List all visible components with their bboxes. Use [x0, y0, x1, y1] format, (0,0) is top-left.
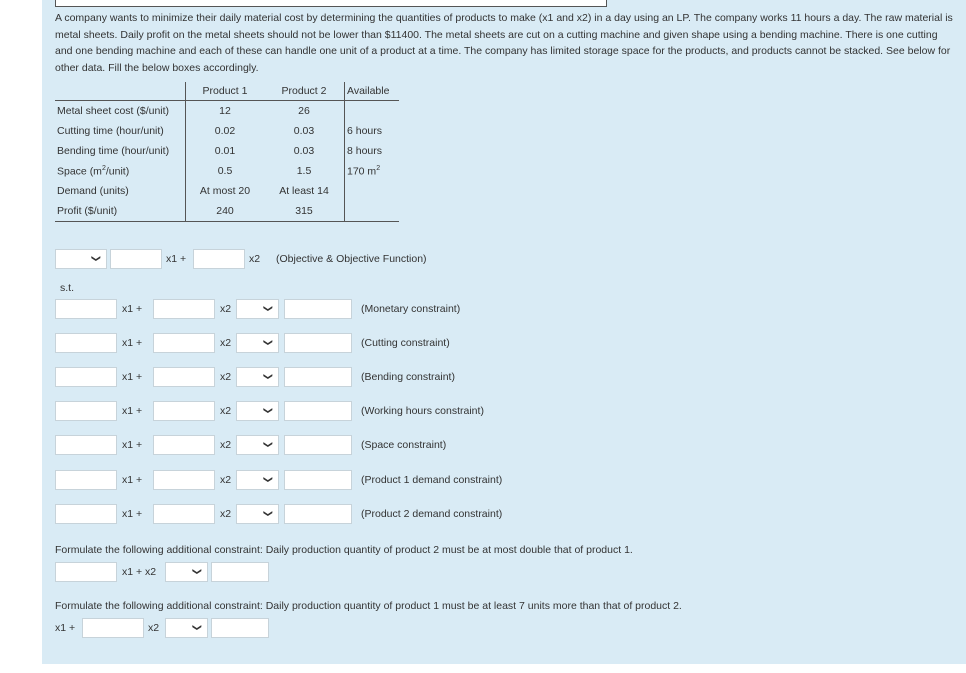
additional-constraint-2-prompt: Formulate the following additional constraint: Daily production quantity of product 1 must be at least 7 units more than that of product 2.: [55, 600, 682, 612]
chevron-down-icon: ❯: [263, 475, 274, 484]
constraint-x1-label: x1 +: [122, 337, 143, 349]
constraint-operator-select[interactable]: [236, 367, 279, 387]
constraint-x1-coefficient-input[interactable]: [55, 299, 117, 319]
constraint-x2-coefficient-input[interactable]: [153, 504, 215, 524]
constraint-rhs-input[interactable]: [284, 367, 352, 387]
constraint-description: (Product 1 demand constraint): [361, 474, 503, 486]
constraint-operator-select[interactable]: [236, 435, 279, 455]
constraint-operator-select[interactable]: [236, 299, 279, 319]
chevron-down-icon: ❯: [263, 372, 274, 381]
constraint-x2-label: x2: [220, 405, 232, 417]
chevron-down-icon: ❯: [192, 623, 203, 632]
chevron-down-icon: ❯: [192, 567, 203, 576]
objective-x2-label: x2: [249, 253, 261, 265]
row-label: [55, 161, 186, 181]
additional-2-rhs-input[interactable]: [211, 618, 269, 638]
product2-cell: 0.03: [264, 141, 345, 161]
constraint-operator-select[interactable]: [236, 470, 279, 490]
chevron-down-icon: ❯: [263, 440, 274, 449]
additional-1-rhs-input[interactable]: [211, 562, 269, 582]
additional-constraint-1-prompt: Formulate the following additional constraint: Daily production quantity of product 2 must be at most double that of product 1.: [55, 544, 633, 556]
data-table: [55, 82, 399, 222]
objective-description: (Objective & Objective Function): [276, 253, 427, 265]
constraint-x2-label: x2: [220, 508, 232, 520]
table-row: [55, 141, 399, 161]
product2-cell: 26: [264, 101, 345, 122]
table-header-row: [55, 82, 399, 101]
row-label-text: /unit): [105, 165, 130, 178]
constraint-description: (Cutting constraint): [361, 337, 450, 349]
constraint-x2-label: x2: [220, 303, 232, 315]
additional-2-x2-coefficient-input[interactable]: [82, 618, 144, 638]
previous-answer-box: [55, 0, 607, 7]
chevron-down-icon: ❯: [91, 254, 102, 263]
objective-x2-coefficient-input[interactable]: [193, 249, 245, 269]
constraint-description: (Monetary constraint): [361, 303, 461, 315]
constraint-rhs-input[interactable]: [284, 401, 352, 421]
constraint-operator-select[interactable]: [236, 333, 279, 353]
product1-cell: 240: [186, 201, 265, 222]
constraint-x2-label: x2: [220, 337, 232, 349]
additional-2-x1-label: x1 +: [55, 622, 76, 634]
row-label-text: Space (m: [57, 165, 102, 178]
constraint-x1-label: x1 +: [122, 508, 143, 520]
objective-type-select[interactable]: [55, 249, 107, 269]
constraint-rhs-input[interactable]: [284, 333, 352, 353]
constraint-x1-coefficient-input[interactable]: [55, 504, 117, 524]
product2-cell: At least 14: [264, 181, 345, 201]
table-row: [55, 101, 399, 122]
constraint-description: (Product 2 demand constraint): [361, 508, 503, 520]
problem-statement: A company wants to minimize their daily material cost by determining the quantities of products to make (x1 and x2) in a day using an LP. The company works 11 hours a day. The raw material is metal sheets. Daily profit on the metal sheets should not be lower than $11400. The metal sheets are cut on a cutting machine and given shape using a bending machine. There is one cutting and one bending machine and each of these can handle one unit of a product at a time. The company has limited storage space for the products, and products cannot be stacked. See below for other data. Fill the below boxes accordingly.: [55, 12, 953, 74]
constraint-operator-select[interactable]: [236, 401, 279, 421]
row-label: Cutting time (hour/unit): [55, 121, 186, 141]
constraint-x2-label: x2: [220, 371, 232, 383]
table-row: [55, 121, 399, 141]
constraint-x1-coefficient-input[interactable]: [55, 333, 117, 353]
table-row: [55, 181, 399, 201]
constraint-x2-label: x2: [220, 474, 232, 486]
available-cell: [345, 101, 400, 122]
constraint-x1-coefficient-input[interactable]: [55, 435, 117, 455]
product1-cell: 0.01: [214, 145, 236, 157]
product2-cell: 1.5: [264, 161, 345, 181]
available-cell: 8 hours: [347, 145, 383, 157]
constraint-description: (Working hours constraint): [361, 405, 484, 417]
table-header-cell: Product 2: [264, 82, 345, 101]
additional-2-operator-select[interactable]: [165, 618, 208, 638]
row-label: Metal sheet cost ($/unit): [55, 101, 186, 122]
table-header-cell: Product 1: [186, 82, 265, 101]
additional-1-expression-label: x1 + x2: [122, 566, 157, 578]
constraint-x2-coefficient-input[interactable]: [153, 401, 215, 421]
constraint-x1-coefficient-input[interactable]: [55, 470, 117, 490]
constraint-x1-label: x1 +: [122, 405, 143, 417]
constraint-x2-coefficient-input[interactable]: [153, 367, 215, 387]
constraint-x2-coefficient-input[interactable]: [153, 333, 215, 353]
constraint-operator-select[interactable]: [236, 504, 279, 524]
chevron-down-icon: ❯: [263, 406, 274, 415]
product1-cell: 0.5: [217, 165, 233, 177]
chevron-down-icon: ❯: [263, 509, 274, 518]
available-cell: [345, 161, 400, 181]
available-text: 170 m: [347, 165, 377, 178]
constraint-x2-coefficient-input[interactable]: [153, 470, 215, 490]
table-row: [55, 201, 399, 222]
additional-1-operator-select[interactable]: [165, 562, 208, 582]
constraint-x1-label: x1 +: [122, 371, 143, 383]
constraint-x2-coefficient-input[interactable]: [153, 435, 215, 455]
available-cell: [345, 201, 400, 222]
constraint-x2-coefficient-input[interactable]: [153, 299, 215, 319]
product2-cell: 315: [264, 201, 345, 222]
chevron-down-icon: ❯: [263, 338, 274, 347]
superscript: 2: [101, 164, 106, 172]
additional-2-x2-label: x2: [148, 622, 160, 634]
constraint-rhs-input[interactable]: [284, 435, 352, 455]
constraint-x1-coefficient-input[interactable]: [55, 401, 117, 421]
constraint-description: (Bending constraint): [361, 371, 455, 383]
available-cell: 6 hours: [347, 125, 383, 137]
constraint-x1-label: x1 +: [122, 474, 143, 486]
constraint-x1-label: x1 +: [122, 439, 143, 451]
constraint-rhs-input[interactable]: [284, 470, 352, 490]
constraint-description: (Space constraint): [361, 439, 447, 451]
product2-cell: 0.03: [264, 121, 345, 141]
constraint-rhs-input[interactable]: [284, 299, 352, 319]
chevron-down-icon: ❯: [263, 304, 274, 313]
table-row: [55, 161, 399, 181]
table-header-cell: Available: [345, 82, 400, 101]
row-label: Bending time (hour/unit): [55, 141, 186, 161]
row-label: Demand (units): [55, 181, 186, 201]
table-header-cell: [55, 82, 186, 101]
subject-to-label: s.t.: [60, 282, 75, 294]
constraint-x1-label: x1 +: [122, 303, 143, 315]
objective-x1-coefficient-input[interactable]: [110, 249, 162, 269]
objective-x1-label: x1 +: [166, 253, 187, 265]
constraint-x2-label: x2: [220, 439, 232, 451]
product1-cell: 0.02: [214, 125, 236, 137]
constraint-x1-coefficient-input[interactable]: [55, 367, 117, 387]
product1-cell: At most 20: [199, 185, 251, 197]
additional-1-coefficient-input[interactable]: [55, 562, 117, 582]
row-label: Profit ($/unit): [55, 201, 186, 222]
superscript: 2: [376, 164, 381, 172]
constraint-rhs-input[interactable]: [284, 504, 352, 524]
product1-cell: 12: [219, 105, 231, 117]
available-cell: [345, 181, 400, 201]
